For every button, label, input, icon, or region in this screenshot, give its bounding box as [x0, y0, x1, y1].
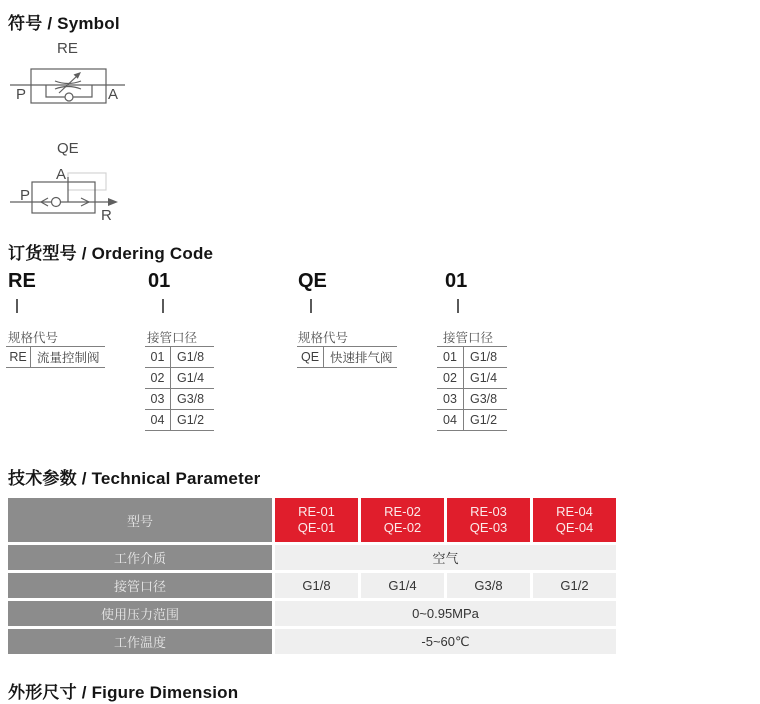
model-re: RE-01 — [298, 503, 335, 519]
code-cell: 02 — [145, 368, 171, 388]
code-cell: 03 — [437, 389, 464, 409]
code-cell: 01 — [437, 347, 464, 367]
qe-shuttle-ball — [52, 198, 61, 207]
connector-tick — [310, 299, 312, 313]
symbol-section-heading: 符号 / Symbol — [8, 14, 120, 33]
pressure-value-cell: 0~0.95MPa — [275, 601, 616, 626]
qe-valve-body — [32, 182, 95, 213]
re-adjust-arrow — [59, 75, 78, 93]
desc-cell: G1/4 — [177, 371, 205, 385]
desc-cell: 快速排气阀 — [330, 351, 393, 365]
row-label-cell: 接管口径 — [8, 573, 272, 598]
re-check-ball — [65, 93, 73, 101]
table-row — [297, 347, 397, 368]
ordering-table-qe — [297, 346, 397, 368]
model-qe: QE-03 — [469, 520, 508, 535]
qe-port-a-label: A — [56, 166, 67, 183]
table-row — [145, 347, 214, 368]
model-re: RE-04 — [556, 503, 593, 519]
table-row — [145, 410, 214, 431]
model-re: RE-02 — [384, 503, 421, 519]
code-cell: 04 — [145, 410, 171, 430]
re-port-a-label: A — [108, 86, 119, 103]
desc-cell: G1/2 — [470, 413, 498, 427]
connector-tick — [162, 299, 164, 313]
code-cell: 03 — [145, 389, 171, 409]
technical-table — [8, 498, 616, 654]
row-label-cell: 使用压力范围 — [8, 601, 272, 626]
desc-cell: G1/8 — [470, 350, 498, 364]
technical-section-heading: 技术参数 / Technical Parameter — [8, 469, 261, 488]
dimension-section-heading: 外形尺寸 / Figure Dimension — [8, 683, 239, 702]
model-qe: QE-01 — [297, 520, 336, 535]
temperature-value-cell: -5~60℃ — [275, 629, 616, 654]
ordering-table-re — [6, 346, 105, 368]
desc-cell: G3/8 — [470, 392, 498, 406]
model-qe: QE-02 — [383, 520, 422, 535]
model-qe: QE-04 — [555, 520, 594, 535]
model-cell — [361, 498, 444, 542]
table-row — [437, 410, 507, 431]
qe-port-p-label: P — [20, 187, 31, 204]
table-row — [145, 368, 214, 389]
desc-cell: 流量控制阀 — [37, 351, 100, 365]
re-port-p-label: P — [16, 86, 27, 103]
re-symbol-label: RE — [57, 40, 78, 57]
connector-tick — [457, 299, 459, 313]
connector-tick — [16, 299, 18, 313]
ordering-group-label-size-2: 接管口径 — [443, 331, 494, 345]
code-cell: QE — [297, 347, 324, 367]
qe-port-r-label: R — [101, 207, 112, 224]
ordering-group-label-re: 规格代号 — [8, 331, 59, 345]
row-label-cell: 工作介质 — [8, 545, 272, 570]
desc-cell: G1/4 — [470, 371, 498, 385]
ordering-table-size-2 — [437, 346, 507, 431]
code-cell: 02 — [437, 368, 464, 388]
table-row — [437, 347, 507, 368]
code-cell: 01 — [145, 347, 171, 367]
row-label-cell: 型号 — [8, 498, 272, 542]
desc-cell: G3/8 — [177, 392, 205, 406]
desc-cell: G1/8 — [177, 350, 205, 364]
model-re: RE-03 — [470, 503, 507, 519]
code-cell: 04 — [437, 410, 464, 430]
ordering-code-size-2: 01 — [445, 270, 468, 292]
qe-symbol-diagram — [5, 160, 135, 230]
model-cell — [447, 498, 530, 542]
re-symbol-diagram — [8, 60, 128, 110]
port-size-cell: G1/8 — [275, 573, 358, 598]
re-throttle-lower-arc — [55, 87, 81, 90]
row-label-cell: 工作温度 — [8, 629, 272, 654]
model-cell — [533, 498, 616, 542]
ordering-code-re: RE — [8, 270, 36, 292]
ordering-group-label-size-1: 接管口径 — [147, 331, 198, 345]
model-cell — [275, 498, 358, 542]
qe-arrowhead-icon — [108, 198, 118, 206]
port-size-cell: G1/4 — [361, 573, 444, 598]
ordering-group-label-qe: 规格代号 — [298, 331, 349, 345]
table-row — [6, 347, 105, 368]
table-row — [437, 389, 507, 410]
table-row — [145, 389, 214, 410]
ordering-table-size-1 — [145, 346, 214, 431]
ordering-code-size-1: 01 — [148, 270, 171, 292]
table-row — [437, 368, 507, 389]
code-cell: RE — [6, 347, 31, 367]
port-size-cell: G3/8 — [447, 573, 530, 598]
desc-cell: G1/2 — [177, 413, 205, 427]
ordering-code-qe: QE — [298, 270, 327, 292]
re-throttle-upper-arc — [55, 81, 81, 84]
port-size-cell: G1/2 — [533, 573, 616, 598]
medium-value-cell: 空气 — [275, 545, 616, 570]
qe-symbol-label: QE — [57, 140, 79, 157]
ordering-section-heading: 订货型号 / Ordering Code — [8, 244, 214, 263]
